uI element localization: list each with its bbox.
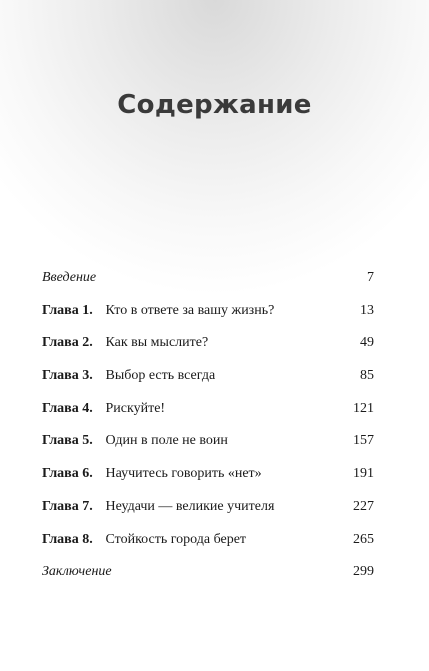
toc-chapter-title: Выбор есть всегда [105,368,216,384]
toc-chapter-page: 227 [353,498,374,514]
toc-chapter-title: Неудачи — великие учителя [105,498,275,514]
toc-chapter-page: 157 [353,433,374,449]
toc-chapter-label: Глава 2. [42,335,93,351]
toc-entry-chapter-6[interactable] [42,458,374,491]
toc-chapter-label: Глава 5. [42,433,93,449]
toc-chapter-page: 121 [353,400,374,416]
toc-chapter-title: Стойкость города берет [105,531,247,547]
toc-chapter-title: Кто в ответе за вашу жизнь? [105,302,275,318]
toc-entry-chapter-7[interactable] [42,491,374,524]
toc-chapter-label: Глава 3. [42,368,93,384]
toc-conclusion-page: 299 [353,564,374,580]
toc-intro-page: 7 [367,270,374,285]
toc-chapter-title: Как вы мыслите? [105,335,209,351]
toc-chapter-label: Глава 6. [42,466,93,482]
toc-entry-chapter-8[interactable] [42,524,374,557]
toc-chapter-page: 191 [353,466,374,482]
toc-chapter-page: 49 [360,335,374,351]
toc-chapter-label: Глава 7. [42,498,93,514]
toc-chapter-label: Глава 4. [42,400,93,416]
toc-intro-label: Введение [42,270,97,285]
toc-entry-intro[interactable] [42,262,374,295]
toc-chapter-title: Научитесь говорить «нет» [105,466,262,482]
toc-conclusion-label: Заключение [42,564,112,580]
toc-chapter-page: 13 [360,302,374,318]
toc-entry-chapter-2[interactable] [42,327,374,360]
toc-chapter-title: Один в поле не воин [105,433,228,449]
toc-entry-chapter-1[interactable] [42,295,374,328]
toc-chapter-page: 265 [353,531,374,547]
toc-chapter-label: Глава 1. [42,302,93,318]
toc-chapter-label: Глава 8. [42,531,93,547]
toc-entry-chapter-4[interactable] [42,393,374,426]
toc-entry-chapter-5[interactable] [42,425,374,458]
table-of-contents [42,262,374,589]
toc-chapter-title: Рискуйте! [105,400,166,416]
toc-entry-chapter-3[interactable] [42,360,374,393]
page-title: Содержание [117,90,312,120]
toc-chapter-page: 85 [360,368,374,384]
toc-entry-conclusion[interactable] [42,556,374,589]
